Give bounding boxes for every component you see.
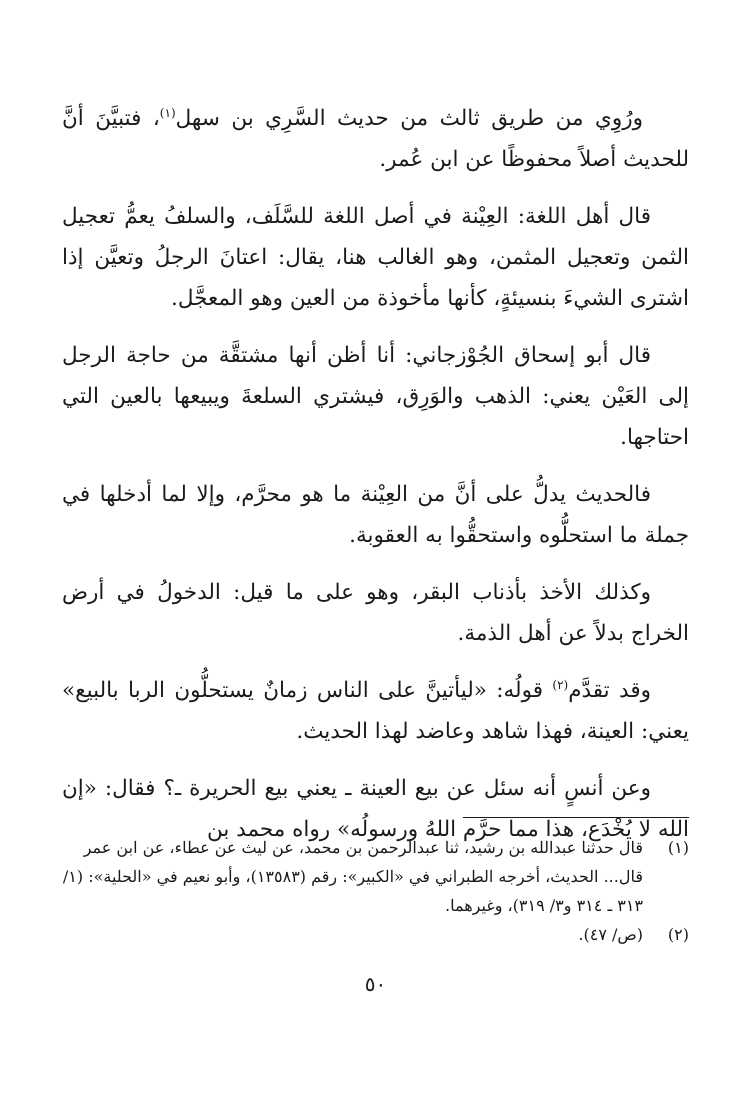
footnote-2-text: (ص/ ٤٧). [578,925,643,944]
footnote-ref-1: (١) [159,105,176,120]
paragraph-1-rest: ، فتبيَّنَ أنَّ للحديث أصلاً محفوظًا عن ابن عُمر. [62,106,689,172]
paragraph-6 [62,670,689,752]
paragraph-5: وكذلك الأخذ بأذناب البقر، وهو على ما قيل: الدخولُ في أرض الخراج بدلاً عن أهل الذمة. [62,580,689,646]
paragraph-6-text: وقد تقدَّم [568,678,651,703]
footnote-1-number: (١) [667,838,689,857]
main-text [62,98,689,866]
paragraph-1 [62,98,689,180]
paragraph-4: فالحديث يدلُّ على أنَّ من العِيْنة ما هو محرَّم، وإلا لما أدخلها في جملة ما استحلُّوه واستحقُّوا به العقوبة. [62,482,689,548]
footnote-ref-2: (٢) [552,677,569,692]
footnote-1 [62,833,689,920]
paragraph-1-text: ورُوِي من طريق ثالث من حديث السَّرِي بن سهل [175,106,643,131]
paragraph-3: قال أبو إسحاق الجُوْزجاني: أنا أظن أنها مشتقَّة من حاجة الرجل إلى العَيْن يعني: الذهب والوَرِق، فيشتري السلعةَ ويبيعها بالعين التي احتاجها. [62,343,689,450]
footnote-divider [463,817,689,818]
footnote-1-text: قال حدثنا عبدالله بن رشيد، ثنا عبدالرحمن بن محمد، عن ليث عن عطاء، عن ابن عمر قال... الحديث، أخرجه الطبراني في «الكبير»: رقم (١٣٥٨٣)، وأبو نعيم في «الحلية»: (١/ ٣١٣ ـ ٣١٤ و٣/ ٣١٩)، وغيرهما. [62,838,643,915]
paragraph-2: قال أهل اللغة: العِيْنة في أصل اللغة للسَّلَف، والسلفُ يعمُّ تعجيل الثمن وتعجيل المثمن، وهو الغالب هنا، يقال: اعتانَ الرجلُ وتعيَّن إذا اشترى الشيءَ بنسيئةٍ، كأنها مأخوذة من العين وهو المعجَّل. [62,204,689,311]
footnote-2 [62,920,689,949]
paragraph-7: وعن أنسٍ أنه سئل عن بيع العينة ـ يعني بيع الحريرة ـ؟ فقال: «إن الله لا يُخْدَع، هذا مما حرَّم اللهُ ورسولُه» رواه محمد بن [62,776,689,842]
footnote-2-number: (٢) [667,925,689,944]
paragraph-6-rest: قولُه: «ليأتينَّ على الناس زمانٌ يستحلُّون الربا بالبيع» يعني: العينة، فهذا شاهد وعاضد لهذا الحديث. [62,678,689,744]
page-number: ٥٠ [364,972,387,996]
footnotes [62,833,689,949]
